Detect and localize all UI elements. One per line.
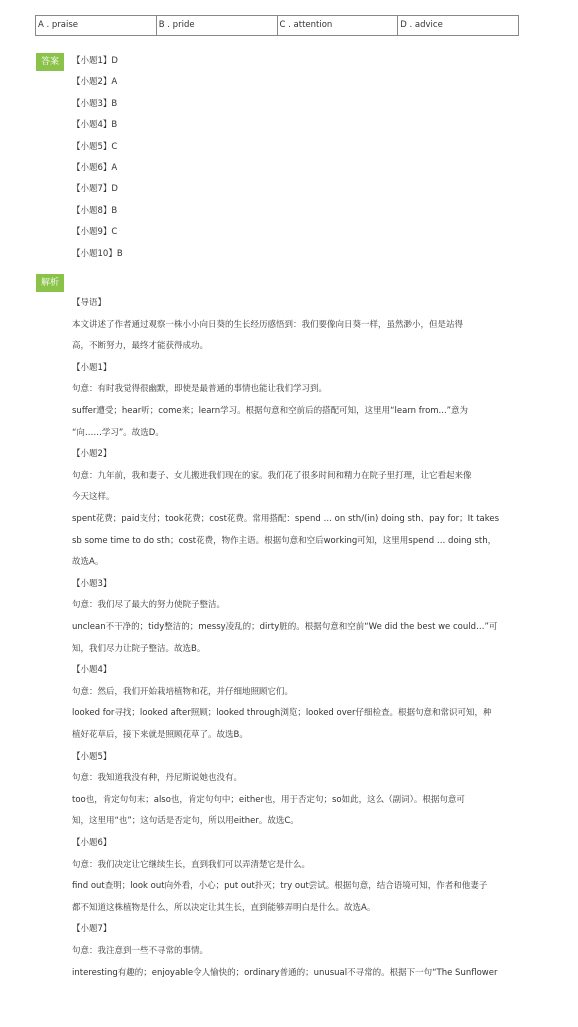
analysis-badge: 解析 xyxy=(36,274,64,292)
analysis-line: 知，这里用“也”；这句话是否定句，所以用either。故选C。 xyxy=(72,816,299,827)
answer-item: 【小题10】B xyxy=(72,248,123,259)
analysis-line: 句意：我们决定让它继续生长，直到我们可以弄清楚它是什么。 xyxy=(72,859,311,870)
answer-item: 【小题5】C xyxy=(72,141,118,152)
analysis-line: sb some time to do sth；cost花费，物作主语。根据句意和空后working可知，这里用spend … doing sth， xyxy=(72,535,497,546)
answer-badge: 答案 xyxy=(36,53,64,71)
analysis-line: 【小题4】 xyxy=(72,665,112,676)
analysis-line: 句意：我注意到一些不寻常的事情。 xyxy=(72,946,209,956)
analysis-line: 【导语】 xyxy=(72,298,107,308)
analysis-line: 本文讲述了作者通过观察一株小小向日葵的生长经历感悟到：我们要像向日葵一样，虽然渺小，但是站得 xyxy=(72,319,464,330)
analysis-line: interesting有趣的；enjoyable令人愉快的；ordinary普通的；unusual不寻常的。根据下一句“The Sunflower xyxy=(72,967,498,978)
analysis-line: 【小题3】 xyxy=(72,578,112,589)
option-d: D . advice xyxy=(400,20,443,30)
answer-item: 【小题7】D xyxy=(72,184,118,195)
answer-item: 【小题3】B xyxy=(72,98,118,109)
analysis-line: 都不知道这株植物是什么，所以决定让其生长，直到能够弄明白是什么。故选A。 xyxy=(72,902,376,913)
analysis-line: 句意：然后，我们开始栽培植物和花，并仔细地照顾它们。 xyxy=(72,686,294,697)
analysis-line: 【小题7】 xyxy=(72,924,112,935)
analysis-line: 句意：我们尽了最大的努力使院子整洁。 xyxy=(72,600,226,611)
answer-item: 【小题1】D xyxy=(72,56,118,66)
analysis-line: suffer遭受；hear听；come来；learn学习。根据句意和空前后的搭配可知，这里用“learn from...”意为 xyxy=(72,406,469,416)
options-table xyxy=(35,15,519,36)
analysis-line: 【小题6】 xyxy=(72,838,112,848)
analysis-line: find out查明；look out向外看，小心；put out扑灭；try out尝试。根据句意，结合语境可知，作者和他妻子 xyxy=(72,881,488,892)
analysis-line: “向……学习”。故选D。 xyxy=(72,427,164,438)
analysis-line: 【小题2】 xyxy=(72,449,112,460)
analysis-line: 植好花草后，接下来就是照顾花草了。故选B。 xyxy=(72,730,248,740)
answer-item: 【小题6】A xyxy=(72,163,118,173)
option-a: A . praise xyxy=(36,16,157,35)
analysis-line: 句意：有时我觉得很幽默，即使是最普通的事情也能让我们学习到。 xyxy=(72,384,328,395)
answer-item: 【小题8】B xyxy=(72,205,118,216)
answer-item: 【小题4】B xyxy=(72,120,118,131)
analysis-line: 句意：我知道我没有种，丹尼斯说她也没有。 xyxy=(72,773,243,784)
analysis-line: 故选A。 xyxy=(72,557,104,568)
option-c: C . attention xyxy=(278,16,399,35)
analysis-line: spent花费；paid支付；took花费；cost花费。常用搭配：spend … on sth/(in) doing sth、pay for；It takes xyxy=(72,514,500,524)
analysis-line: 今天这样。 xyxy=(72,492,115,503)
analysis-line: too也，肯定句句末；also也，肯定句句中；either也，用于否定句；so如此，这么（副词）。根据句意可 xyxy=(72,794,465,805)
analysis-line: looked for寻找；looked after照顾；looked through浏览；looked over仔细检查。根据句意和常识可知，种 xyxy=(72,708,492,719)
answer-item: 【小题9】C xyxy=(72,227,118,238)
analysis-line: unclean不干净的；tidy整洁的；messy凌乱的；dirty脏的。根据句意和空前“We did the best we could…”可 xyxy=(72,622,498,632)
analysis-line: 高，不断努力，最终才能获得成功。 xyxy=(72,341,209,352)
analysis-line: 知，我们尽力让院子整洁。故选B。 xyxy=(72,643,206,654)
analysis-line: 【小题5】 xyxy=(72,751,112,762)
answer-item: 【小题2】A xyxy=(72,77,118,88)
analysis-line: 句意：九年前，我和妻子、女儿搬进我们现在的家。我们花了很多时间和精力在院子里打理，让它看起来像 xyxy=(72,470,472,481)
analysis-line: 【小题1】 xyxy=(72,362,112,373)
option-b: B . pride xyxy=(157,16,278,35)
